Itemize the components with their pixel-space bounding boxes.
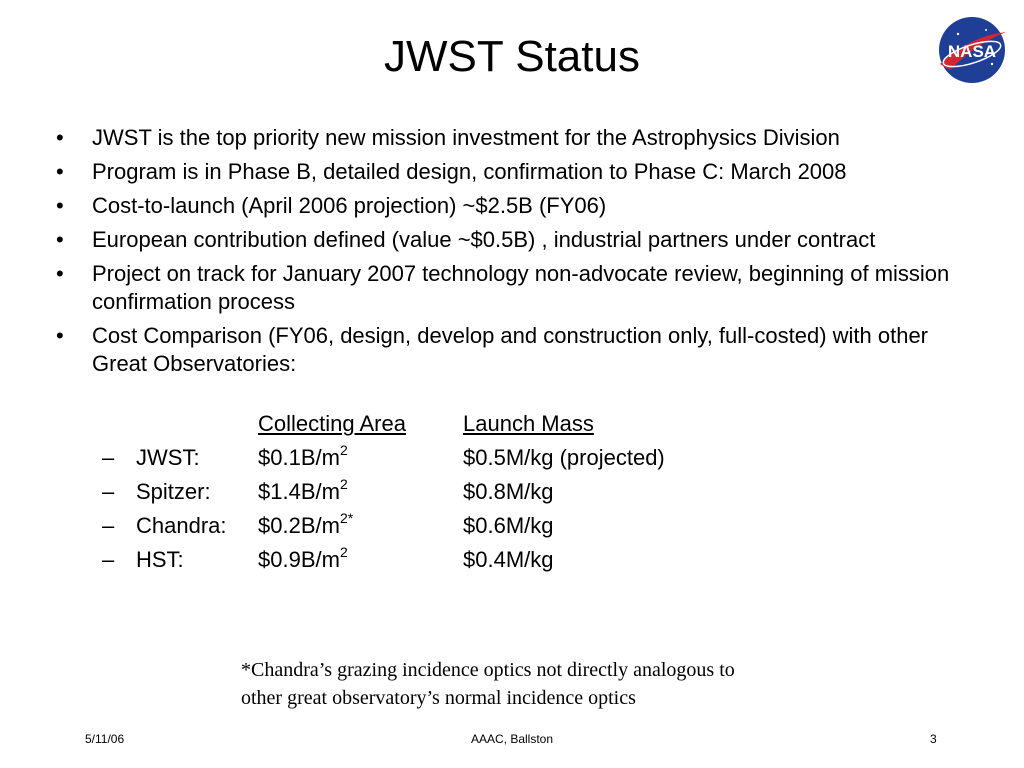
header-launch-mass: Launch Mass (463, 411, 594, 436)
row-area-sup: 2 (339, 441, 348, 458)
row-mass: $0.4M/kg (463, 547, 554, 572)
bullet-text: Cost Comparison (FY06, design, develop and construction only, full-costed) with other Great Observatories: (92, 323, 929, 376)
comparison-row-jwst (102, 441, 802, 474)
row-dash: – (102, 547, 115, 572)
row-name: HST: (136, 547, 184, 572)
row-dash: – (102, 479, 115, 504)
bullet-item (56, 124, 986, 152)
row-area-sup: 2 (339, 475, 348, 492)
nasa-logo-text: NASA (947, 42, 997, 61)
bullet-item (56, 322, 986, 378)
header-collecting-area: Collecting Area (258, 411, 406, 436)
bullet-marker: • (56, 323, 64, 348)
row-mass: $0.6M/kg (463, 513, 554, 538)
bullet-marker: • (56, 125, 64, 150)
row-area: $0.2B/m (258, 513, 340, 538)
row-area-sup: 2 (339, 543, 348, 560)
footnote-line: other great observatory’s normal incidence optics (241, 687, 636, 709)
row-area: $0.1B/m (258, 445, 340, 470)
footer-venue: AAAC, Ballston (470, 732, 554, 746)
bullet-text: JWST is the top priority new mission investment for the Astrophysics Division (92, 125, 840, 150)
row-dash: – (102, 513, 115, 538)
comparison-row-chandra (102, 509, 802, 542)
row-mass: $0.8M/kg (463, 479, 554, 504)
bullet-text: Project on track for January 2007 technology non-advocate review, beginning of mission confirmation process (92, 261, 950, 314)
nasa-logo-icon (936, 14, 1008, 86)
bullet-marker: • (56, 227, 64, 252)
comparison-row-spitzer (102, 475, 802, 508)
bullet-marker: • (56, 261, 64, 286)
footer-page-number: 3 (930, 732, 937, 746)
row-area: $1.4B/m (258, 479, 340, 504)
bullet-text: European contribution defined (value ~$0.5B) , industrial partners under contract (92, 227, 876, 252)
bullet-text: Program is in Phase B, detailed design, confirmation to Phase C: March 2008 (92, 159, 847, 184)
footnote-line: *Chandra’s grazing incidence optics not directly analogous to (241, 659, 735, 681)
row-mass: $0.5M/kg (projected) (463, 445, 665, 470)
bullet-marker: • (56, 193, 64, 218)
comparison-row-hst (102, 543, 802, 576)
row-area: $0.9B/m (258, 547, 340, 572)
bullet-item (56, 260, 986, 316)
footnote (241, 656, 735, 712)
row-dash: – (102, 445, 115, 470)
row-name: Spitzer: (136, 479, 211, 504)
bullet-item (56, 226, 986, 254)
row-name: Chandra: (136, 513, 227, 538)
bullet-marker: • (56, 159, 64, 184)
bullet-text: Cost-to-launch (April 2006 projection) ~$2.5B (FY06) (92, 193, 607, 218)
row-area-sup: 2* (339, 509, 354, 526)
slide-title: JWST Status (384, 32, 640, 81)
bullet-list (56, 124, 986, 384)
row-name: JWST: (136, 445, 200, 470)
footer-date: 5/11/06 (85, 732, 125, 746)
bullet-item (56, 158, 986, 186)
bullet-item (56, 192, 986, 220)
